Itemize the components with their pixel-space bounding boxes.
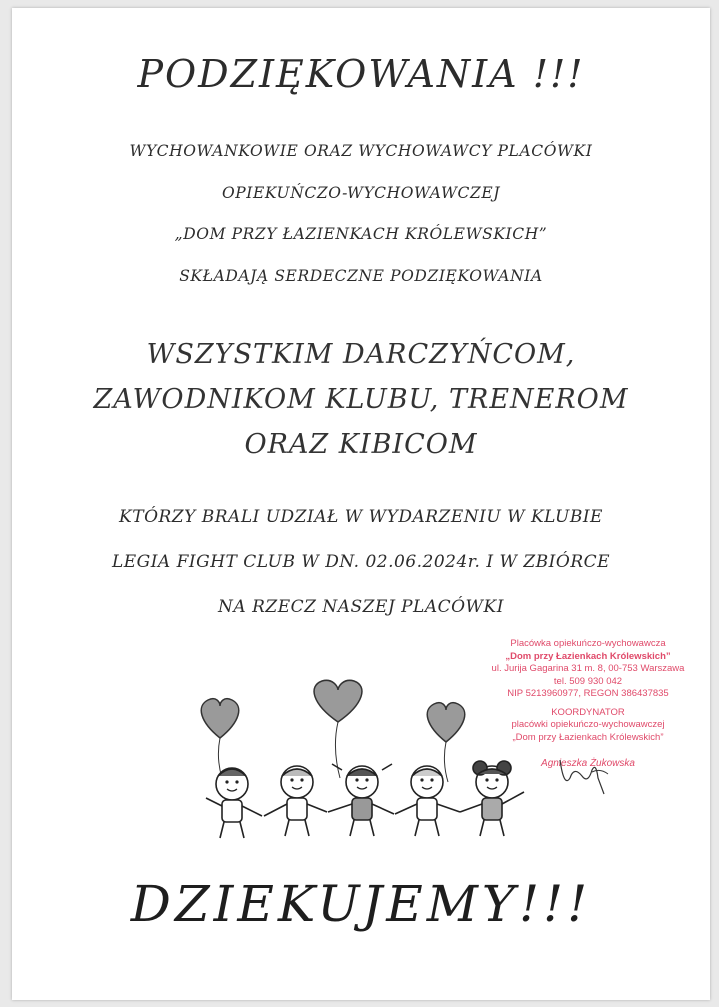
stamp-line: NIP 5213960977, REGON 386437835 <box>507 688 669 699</box>
stamp-line: placówki opiekuńczo-wychowawczej <box>511 719 665 730</box>
signature-icon <box>552 748 622 798</box>
stamp-line: „Dom przy Łazienkach Królewskich” <box>512 731 664 743</box>
document-page <box>12 8 710 1000</box>
intro-line: „DOM PRZY ŁAZIENKACH KRÓLEWSKICH” <box>174 225 548 243</box>
closing-thanks: DZIEKUJEMY!!! <box>130 875 592 933</box>
stamp-line: tel. 509 930 042 <box>553 675 623 687</box>
recipients-line: WSZYSTKIM DARCZYŃCOM, <box>146 339 576 370</box>
stamp-role: KOORDYNATOR <box>551 706 625 718</box>
intro-text <box>12 131 710 297</box>
event-line: LEGIA FIGHT CLUB W DN. 02.06.2024r. I W ZBIÓRCE <box>111 552 611 572</box>
children-balloons-illustration <box>192 678 552 848</box>
event-line: KTÓRZY BRALI UDZIAŁ W WYDARZENIU W KLUBIE <box>119 507 603 527</box>
event-text <box>12 495 710 630</box>
recipients-text <box>12 332 710 467</box>
document-title: PODZIĘKOWANIA !!! <box>137 52 585 96</box>
stamp-line: Placówka opiekuńczo-wychowawcza <box>510 638 666 649</box>
event-line: NA RZECZ NASZEJ PLACÓWKI <box>218 597 504 617</box>
stamp-signatory: Agnieszka Żukowska <box>541 758 635 769</box>
stamp-line: ul. Jurija Gagarina 31 m. 8, 00-753 Warszawa <box>491 663 685 674</box>
intro-line: SKŁADAJĄ SERDECZNE PODZIĘKOWANIA <box>179 266 543 285</box>
stamp-line: „Dom przy Łazienkach Królewskich” <box>505 650 671 662</box>
intro-line: OPIEKUŃCZO-WYCHOWAWCZEJ <box>221 183 501 202</box>
heart-balloon-icon <box>314 680 362 722</box>
intro-line: WYCHOWANKOWIE ORAZ WYCHOWAWCY PLACÓWKI <box>129 142 593 160</box>
heart-balloon-icon <box>201 699 239 738</box>
recipients-line: ZAWODNIKOM KLUBU, TRENEROM <box>93 384 629 415</box>
recipients-line: ORAZ KIBICOM <box>244 429 478 460</box>
heart-balloon-icon <box>427 703 465 742</box>
